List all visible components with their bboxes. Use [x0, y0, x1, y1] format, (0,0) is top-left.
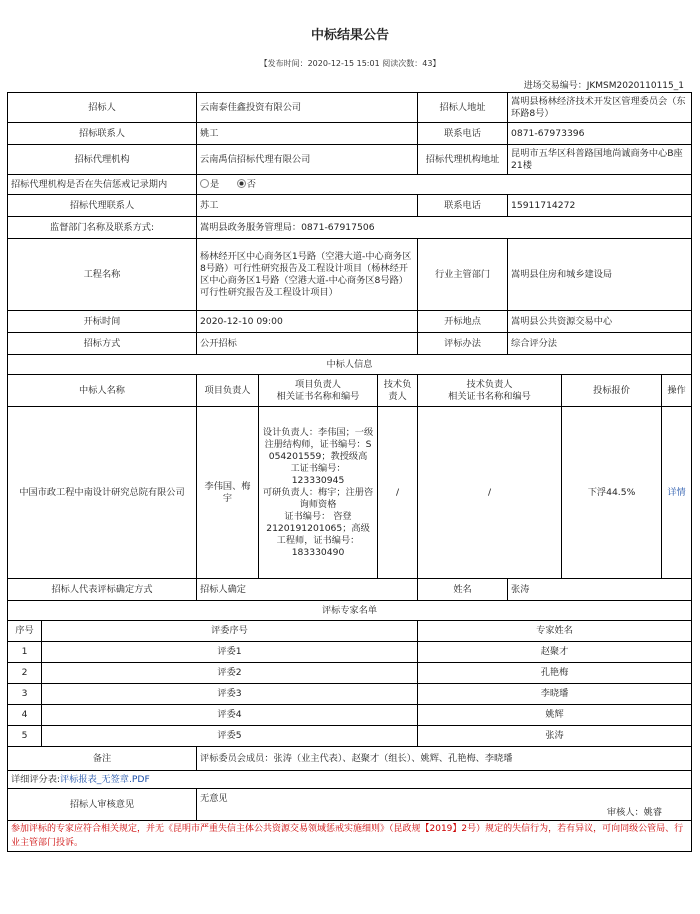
- remark-label: 备注: [8, 747, 197, 771]
- dishonest-label: 招标代理机构是否在失信惩戒记录期内: [8, 175, 197, 195]
- winner-header-price: 投标报价: [562, 375, 662, 407]
- experts-header-seq: 评委序号: [42, 621, 418, 642]
- page-title: 中标结果公告: [310, 28, 389, 43]
- announcement-table: [7, 92, 692, 852]
- publish-meta: 【发布时间：2020-12-15 15:01 阅读次数：43】: [259, 59, 441, 68]
- winner-header-tech: 技术负责人: [378, 375, 418, 407]
- review-cell: [197, 789, 692, 821]
- detail-pdf-link[interactable]: 评标报表_无签章.PDF: [60, 773, 150, 785]
- winner-header-manager: 项目负责人: [197, 375, 259, 407]
- winner-name: 中国市政工程中南设计研究总院有限公司: [8, 407, 197, 579]
- winner-tech-cert: /: [418, 407, 562, 579]
- agency-address-label: 招标代理机构地址: [418, 145, 508, 175]
- expert-seq: 评委1: [42, 642, 418, 663]
- radio-no[interactable]: [237, 179, 246, 188]
- review-label: 招标人审核意见: [8, 789, 197, 821]
- expert-name: 孔艳梅: [418, 663, 692, 684]
- tenderer-address-value: 嵩明县杨林经济技术开发区管理委员会（东环路8号）: [508, 93, 692, 123]
- method-value: 公开招标: [197, 333, 418, 355]
- expert-seq: 评委2: [42, 663, 418, 684]
- expert-seq: 评委5: [42, 726, 418, 747]
- rep-method-value: 招标人确定: [197, 579, 418, 601]
- winner-price: 下浮44.5%: [562, 407, 662, 579]
- agency-contact-label: 招标代理联系人: [8, 195, 197, 217]
- winner-tech: /: [378, 407, 418, 579]
- project-label: 工程名称: [8, 239, 197, 311]
- open-place-value: 嵩明县公共资源交易中心: [508, 311, 692, 333]
- project-value: 杨林经开区中心商务区1号路（空港大道-中心商务区8号路）可行性研究报告及工程设计项目（杨林经开区中心商务区1号路（空港大道-中心商务区8号路）可行性研究报告及工程设计项目）: [197, 239, 418, 311]
- expert-no: 4: [8, 705, 42, 726]
- table-row: [8, 684, 692, 705]
- open-place-label: 开标地点: [418, 311, 508, 333]
- phone2-value: 15911714272: [508, 195, 692, 217]
- phone-value: 0871-67973396: [508, 123, 692, 145]
- expert-no: 3: [8, 684, 42, 705]
- winner-detail-link[interactable]: 详情: [662, 407, 692, 579]
- expert-name: 李晓璠: [418, 684, 692, 705]
- agency-contact-value: 苏工: [197, 195, 418, 217]
- tenderer-contact-value: 姚工: [197, 123, 418, 145]
- radio-yes[interactable]: [200, 179, 209, 188]
- detail-label: 详细评分表:: [11, 773, 61, 785]
- rep-name-value: 张涛: [508, 579, 692, 601]
- experts-header-no: 序号: [8, 621, 42, 642]
- table-row: [8, 663, 692, 684]
- winner-header-tech-cert: 技术负责人 相关证书名称和编号: [418, 375, 562, 407]
- agency-value: 云南禹信招标代理有限公司: [197, 145, 418, 175]
- expert-name: 姚辉: [418, 705, 692, 726]
- table-row: [8, 726, 692, 747]
- agency-label: 招标代理机构: [8, 145, 197, 175]
- trade-code: 进场交易编号：JKMSM2020110115_1: [523, 81, 684, 91]
- winner-header-cert: 项目负责人 相关证书名称和编号: [259, 375, 378, 407]
- expert-seq: 评委3: [42, 684, 418, 705]
- tenderer-contact-label: 招标联系人: [8, 123, 197, 145]
- winner-section-title: 中标人信息: [8, 355, 692, 375]
- dishonest-options: [197, 175, 692, 195]
- rep-name-label: 姓名: [418, 579, 508, 601]
- remark-value: 评标委员会成员：张涛（业主代表）、赵聚才（组长）、姚辉、孔艳梅、李晓璠: [197, 747, 692, 771]
- detail-row: [8, 771, 692, 789]
- notice-text: 参加评标的专家应符合相关规定，并无《昆明市严重失信主体公共资源交易领域惩戒实施细则》（昆政规【2019】2号）规定的失信行为，若有异议，可向同级公管局、行业主管部门投诉。: [8, 821, 692, 852]
- tenderer-label: 招标人: [8, 93, 197, 123]
- method-label: 招标方式: [8, 333, 197, 355]
- experts-header-name: 专家姓名: [418, 621, 692, 642]
- winner-manager: 李伟国、梅宇: [197, 407, 259, 579]
- expert-no: 2: [8, 663, 42, 684]
- winner-header-action: 操作: [662, 375, 692, 407]
- phone-label: 联系电话: [418, 123, 508, 145]
- dept-value: 嵩明县住房和城乡建设局: [508, 239, 692, 311]
- expert-no: 1: [8, 642, 42, 663]
- tenderer-value: 云南泰佳鑫投资有限公司: [197, 93, 418, 123]
- tenderer-address-label: 招标人地址: [418, 93, 508, 123]
- expert-name: 张涛: [418, 726, 692, 747]
- supervisor-value: 嵩明县政务服务管理局：0871-67917506: [197, 217, 692, 239]
- open-time-value: 2020-12-10 09:00: [197, 311, 418, 333]
- option-no-label: 否: [246, 178, 256, 190]
- winner-cert: 设计负责人：李伟国；一级 注册结构师，证书编号：S054201559；教授级高 工证书编号： 123330945 可研负责人：梅宇；注册咨询师资格 证书编号： 咨登 2120191201065；高级 工程师，证书编号： 183330490: [259, 407, 378, 579]
- experts-section-title: 评标专家名单: [8, 601, 692, 621]
- eval-value: 综合评分法: [508, 333, 692, 355]
- expert-no: 5: [8, 726, 42, 747]
- option-yes-label: 是: [210, 178, 220, 190]
- phone2-label: 联系电话: [418, 195, 508, 217]
- agency-address-value: 昆明市五华区科普路国地尚诚商务中心B座21楼: [508, 145, 692, 175]
- table-row: [8, 705, 692, 726]
- eval-label: 评标办法: [418, 333, 508, 355]
- expert-name: 赵聚才: [418, 642, 692, 663]
- winner-header-name: 中标人名称: [8, 375, 197, 407]
- table-row: [8, 642, 692, 663]
- open-time-label: 开标时间: [8, 311, 197, 333]
- reviewer: 审核人：姚睿: [606, 806, 663, 818]
- rep-method-label: 招标人代表评标确定方式: [8, 579, 197, 601]
- dept-label: 行业主管部门: [418, 239, 508, 311]
- supervisor-label: 监督部门名称及联系方式:: [8, 217, 197, 239]
- review-text: 无意见: [200, 792, 228, 804]
- expert-seq: 评委4: [42, 705, 418, 726]
